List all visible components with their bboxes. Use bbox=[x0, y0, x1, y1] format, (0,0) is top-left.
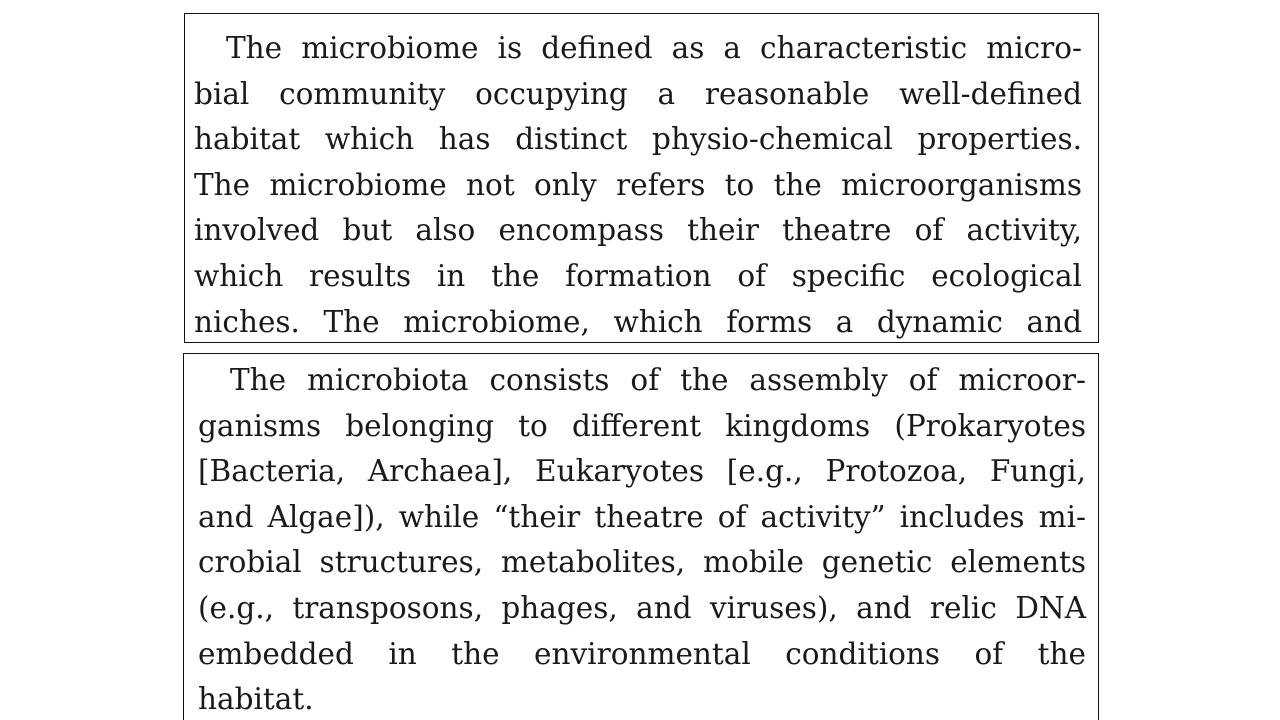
excerpt-box-microbiome bbox=[184, 13, 1099, 343]
text-line: [Bacteria, Archaea], Eukaryotes [e.g., Protozoa, Fungi, bbox=[198, 454, 1086, 489]
text-line: The microbiome not only refers to the microorganisms bbox=[194, 167, 1082, 202]
text-line: habitat. bbox=[198, 682, 314, 717]
text-line: The microbiome is defined as a characteristic micro- bbox=[226, 31, 1082, 65]
excerpt-box-microbiota bbox=[183, 353, 1099, 720]
text-line: habitat which has distinct physio-chemical properties. bbox=[194, 122, 1082, 157]
text-line: crobial structures, metabolites, mobile genetic elements bbox=[198, 545, 1086, 580]
text-line: ganisms belonging to different kingdoms (Prokaryotes bbox=[198, 408, 1086, 443]
text-line: and Algae]), while “their theatre of activity” includes mi- bbox=[198, 499, 1086, 534]
text-line: embedded in the environmental conditions of the bbox=[198, 636, 1086, 671]
text-line: (e.g., transposons, phages, and viruses), and relic DNA bbox=[198, 590, 1086, 625]
text-line: involved but also encompass their theatre of activity, bbox=[194, 213, 1082, 248]
text-line: which results in the formation of specific ecological bbox=[194, 258, 1082, 293]
text-line: The microbiota consists of the assembly of microor- bbox=[230, 363, 1086, 397]
text-line: bial community occupying a reasonable well-defined bbox=[194, 76, 1082, 111]
text-line: niches. The microbiome, which forms a dynamic and bbox=[194, 304, 1082, 339]
